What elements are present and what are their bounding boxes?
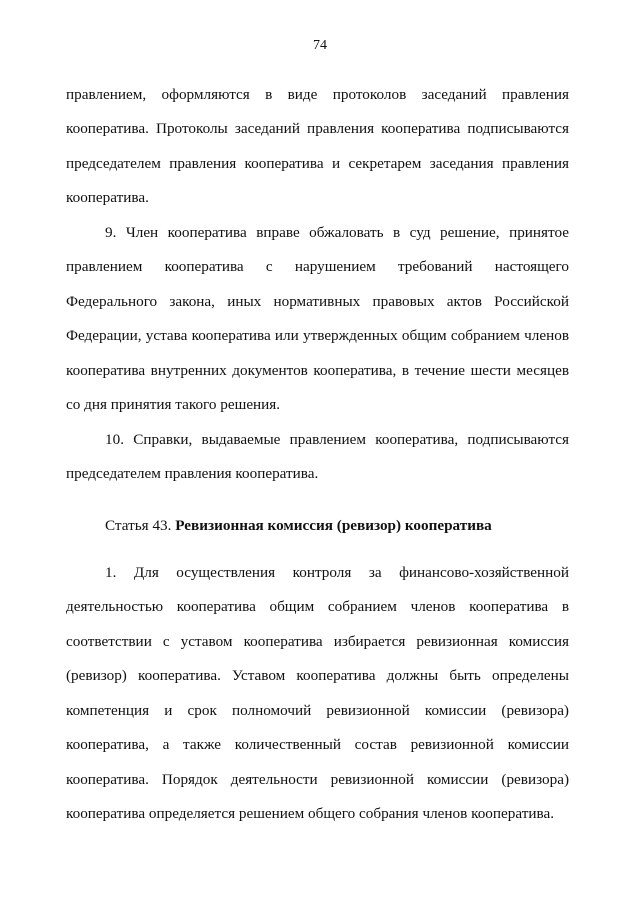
text-line: компетенция и срок полномочий ревизионной комиссии (ревизора) — [66, 702, 569, 719]
article-title: Ревизионная комиссия (ревизор) кооператива — [175, 517, 492, 534]
text-line: председателем правления кооператива и секретарем заседания правления — [66, 155, 569, 172]
text-line: Федерации, устава кооператива или утвержденных общим собранием членов — [66, 327, 569, 344]
article-number: Статья 43. — [105, 517, 172, 534]
text-line: кооператива. Порядок деятельности ревизионной комиссии (ревизора) — [66, 771, 569, 788]
text-line: кооператива определяется решением общего собрания членов кооператива. — [66, 805, 554, 822]
text-line: кооператива внутренних документов кооператива, в течение шести месяцев — [66, 362, 569, 379]
text-line: соответствии с уставом кооператива избирается ревизионная комиссия — [66, 633, 569, 650]
text-line: деятельностью кооператива общим собранием членов кооператива в — [66, 598, 569, 615]
text-line: 1. Для осуществления контроля за финансово-хозяйственной — [105, 564, 569, 581]
text-line: Федерального закона, иных нормативных правовых актов Российской — [66, 293, 569, 310]
text-line: 10. Справки, выдаваемые правлением кооператива, подписываются — [105, 431, 569, 448]
text-line: кооператива. Протоколы заседаний правления кооператива подписываются — [66, 120, 569, 137]
page-number: 74 — [313, 38, 327, 53]
text-line: правлением, оформляются в виде протоколов заседаний правления — [66, 86, 569, 103]
text-line: (ревизор) кооператива. Уставом кооператива должны быть определены — [66, 667, 569, 684]
text-line: 9. Член кооператива вправе обжаловать в суд решение, принятое — [105, 224, 569, 241]
text-line: со дня принятия такого решения. — [66, 396, 281, 413]
text-line: председателем правления кооператива. — [66, 465, 319, 482]
text-line: правлением кооператива с нарушением требований настоящего — [66, 258, 569, 275]
text-line: кооператива. — [66, 189, 149, 206]
article-heading — [105, 516, 569, 536]
text-line: кооператива, а также количественный состав ревизионной комиссии — [66, 736, 569, 753]
